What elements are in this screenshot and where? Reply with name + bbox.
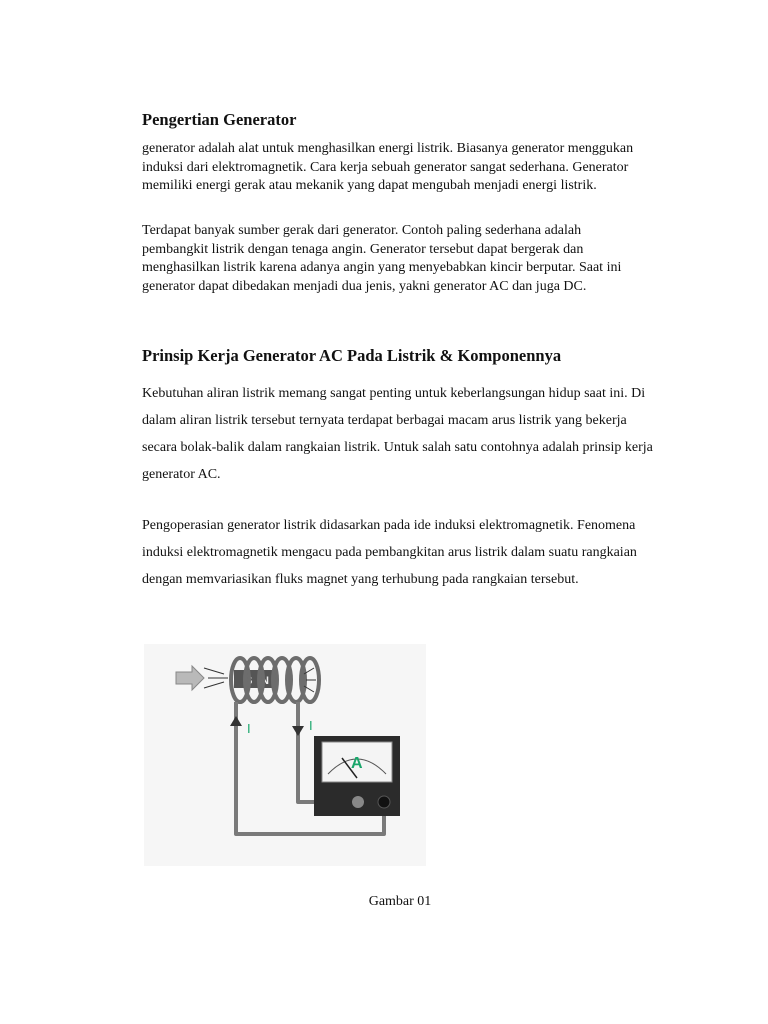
- paragraph-pengertian-2: Terdapat banyak sumber gerak dari generator. Contoh paling sederhana adalah pembangkit listrik dengan tenaga angin. Generator tersebut dapat bergerak dan menghasilkan listrik karena adanya angin yang menyebabkan kincir berputar. Saat ini generator dapat dibedakan menjadi dua jenis, yakni generator AC dan juga DC.: [142, 223, 622, 294]
- current-label-1: I: [247, 721, 251, 736]
- ammeter-terminal-negative: [378, 796, 390, 808]
- current-label-2: I: [309, 718, 313, 733]
- paragraph-prinsip-1: Kebutuhan aliran listrik memang sangat penting untuk keberlangsungan hidup saat ini. Di dalam aliran listrik tersebut ternyata terdapat berbagai macam arus listrik yang bekerja secara bolak-balik dalam rangkaian listrik. Untuk salah satu contohnya adalah prinsip kerja generator AC.: [142, 386, 653, 482]
- figure-caption: Gambar 01: [368, 894, 432, 909]
- paragraph-prinsip-2: Pengoperasian generator listrik didasarkan pada ide induksi elektromagnetik. Fenomena induksi elektromagnetik mengacu pada pembangkitan arus listrik dalam suatu rangkaian dengan memvariasikan fluks magnet yang terhubung pada rangkaian tersebut.: [142, 518, 637, 587]
- bar-magnet: [234, 670, 272, 688]
- ammeter: [314, 736, 400, 816]
- magnet-south-label: S: [245, 675, 253, 687]
- section-title-pengertian: Pengertian Generator: [142, 110, 297, 129]
- ammeter-terminal-positive: [352, 796, 364, 808]
- paragraph-pengertian-1: generator adalah alat untuk menghasilkan energi listrik. Biasanya generator menggukan induksi dari elektromagnetik. Cara kerja sebuah generator sangat sederhana. Generator memiliki energi gerak atau mekanik yang dapat mengubah menjadi energi listrik.: [142, 141, 634, 193]
- magnet-north-label: N: [261, 675, 269, 687]
- section-title-prinsip: Prinsip Kerja Generator AC Pada Listrik & Komponennya: [142, 346, 562, 365]
- ammeter-label: A: [351, 755, 363, 772]
- generator-diagram: [144, 644, 426, 866]
